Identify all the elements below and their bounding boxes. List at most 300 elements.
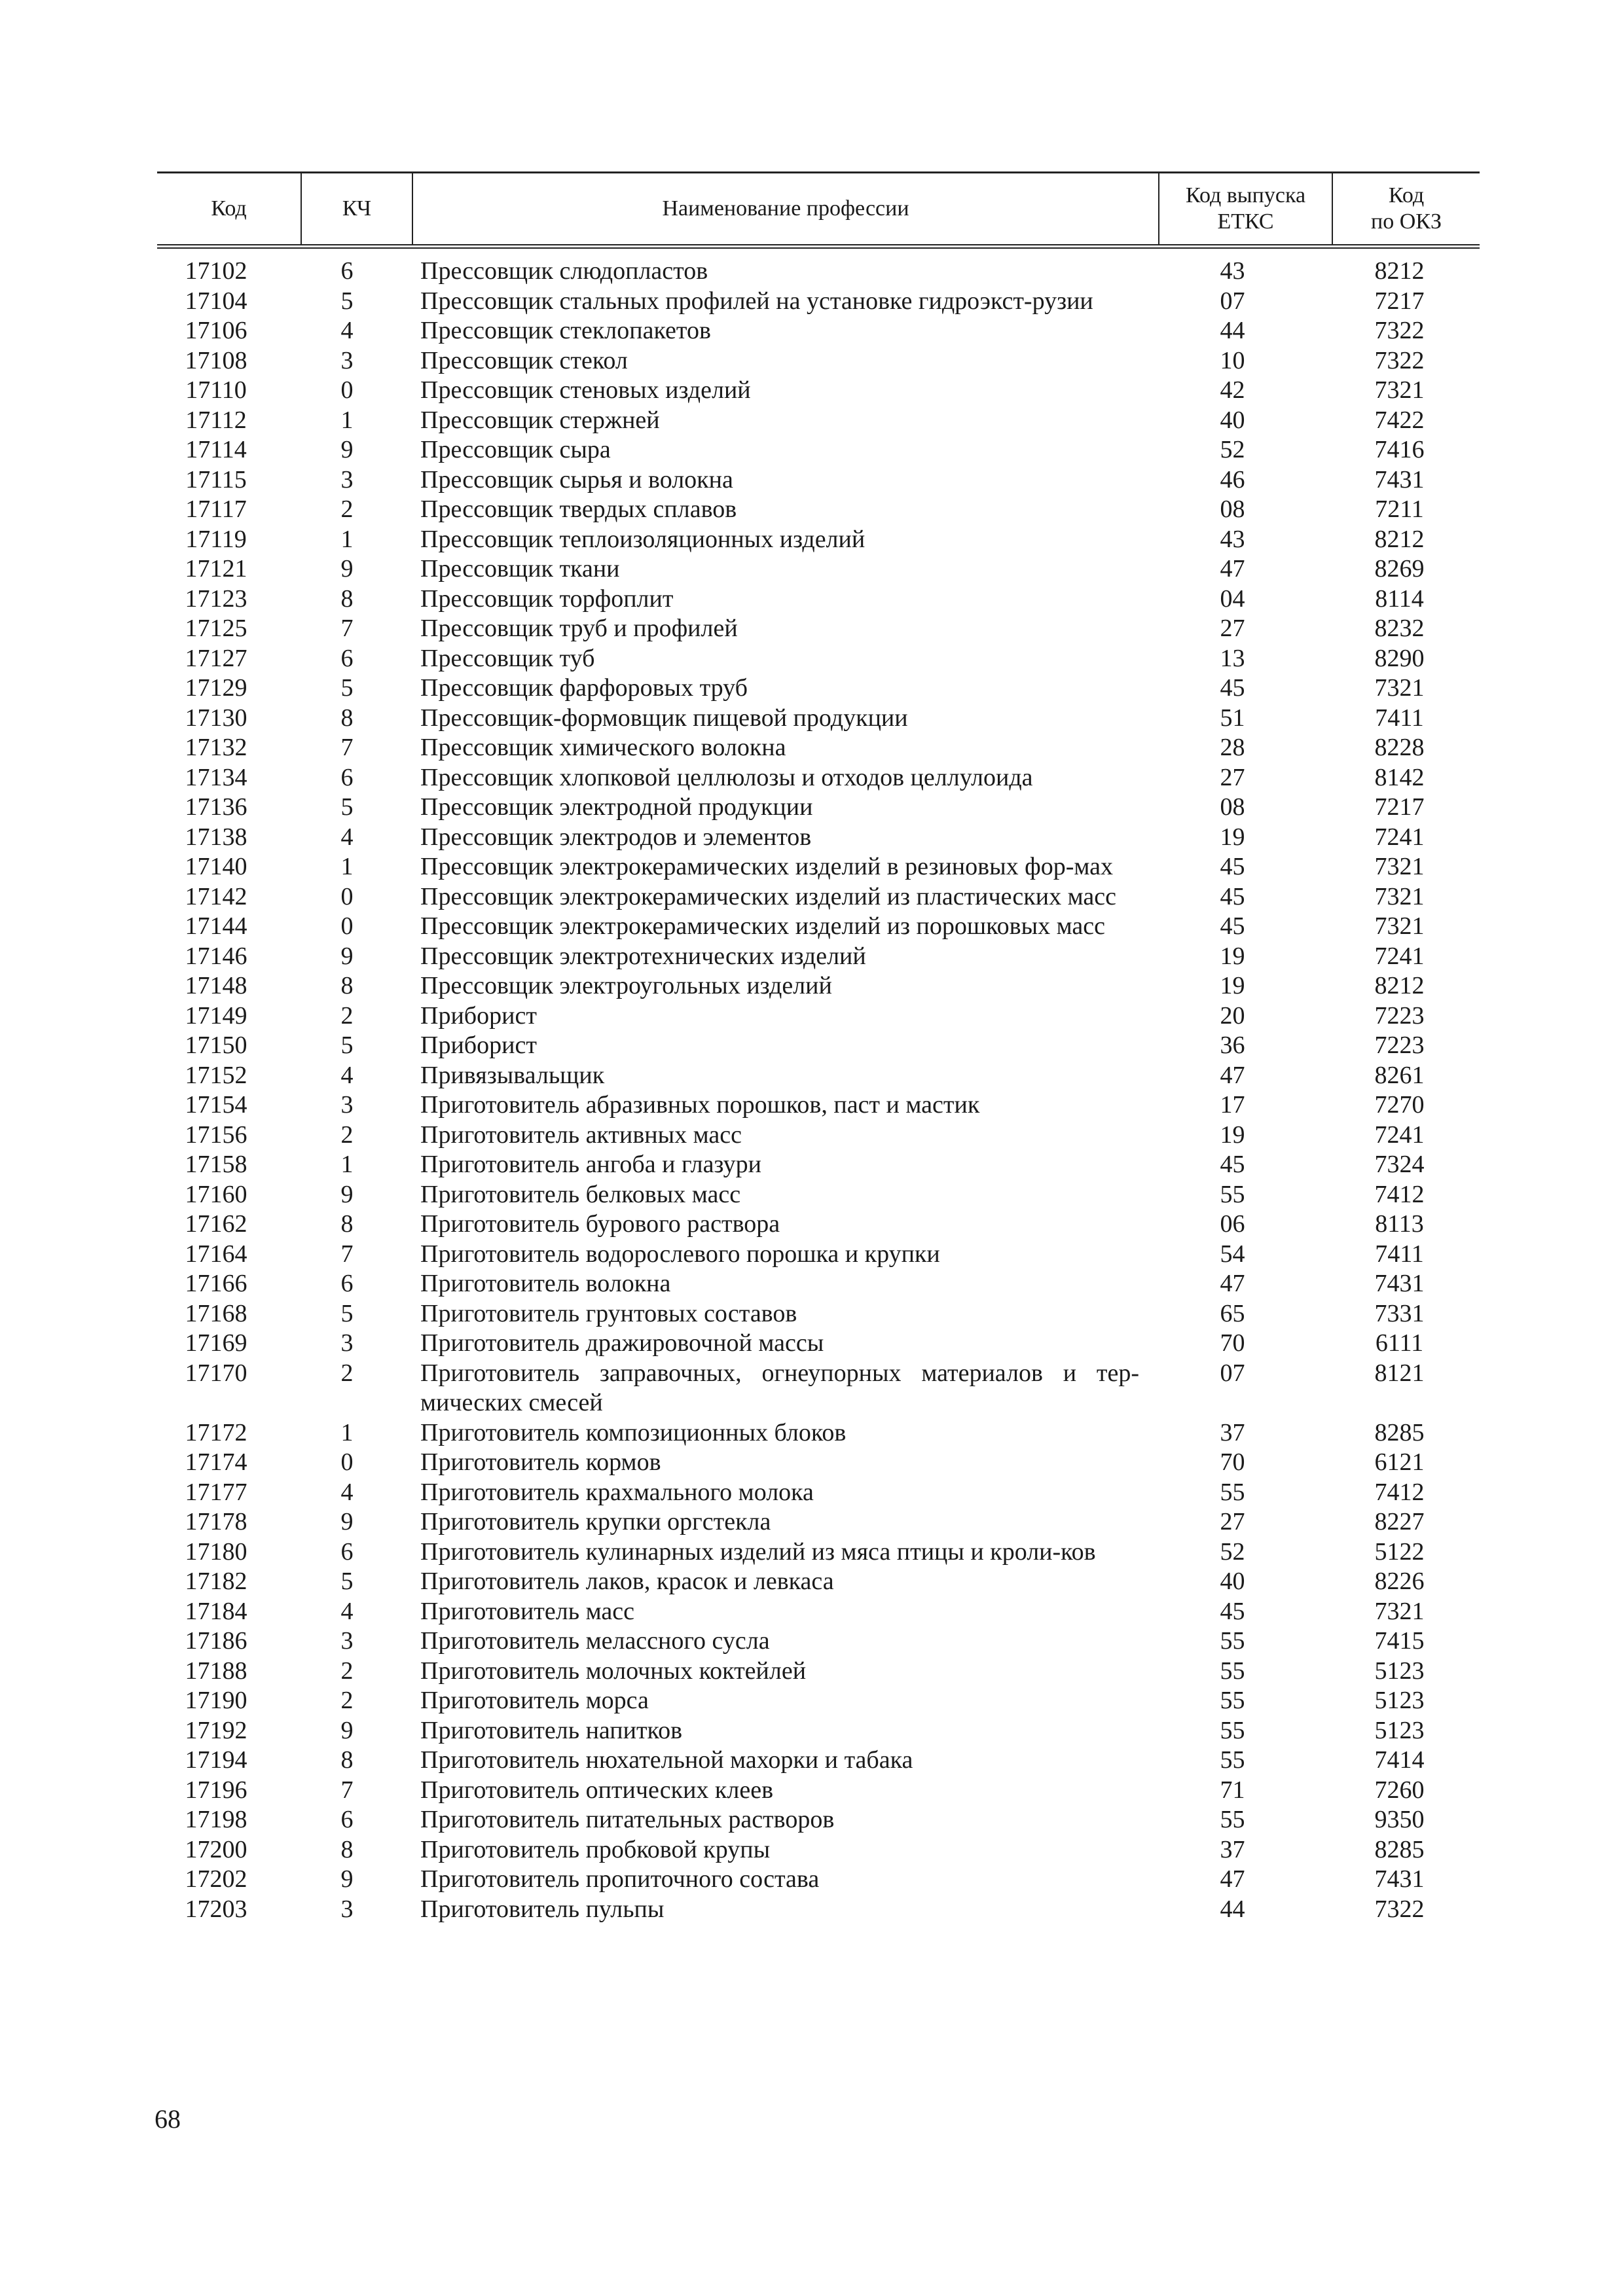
row-name: Приборист — [420, 1031, 537, 1059]
row-kch: 8 — [340, 1210, 354, 1238]
row-okz: 7322 — [1374, 1895, 1425, 1923]
row-kch: 6 — [340, 257, 354, 285]
table-row — [157, 247, 1480, 287]
row-okz: 8285 — [1374, 1418, 1425, 1446]
row-code: 17198 — [185, 1806, 247, 1833]
row-code: 17190 — [185, 1687, 247, 1714]
row-code: 17184 — [185, 1597, 247, 1625]
table-row — [157, 1716, 1480, 1746]
table-row — [157, 1746, 1480, 1776]
row-name: Прессовщик торфоплит — [420, 584, 674, 613]
row-kch: 9 — [340, 1508, 354, 1535]
row-code: 17119 — [185, 525, 247, 553]
table-row — [157, 346, 1480, 376]
table-header — [157, 173, 1480, 247]
row-kch: 3 — [340, 1091, 354, 1119]
row-etks: 08 — [1220, 495, 1245, 523]
table-row — [157, 1448, 1480, 1478]
row-okz: 8269 — [1374, 555, 1425, 583]
table-row — [157, 465, 1480, 495]
table-row — [157, 1537, 1480, 1568]
row-code: 17125 — [185, 615, 247, 642]
row-kch: 6 — [340, 1806, 354, 1833]
row-name: Приготовитель ангоба и глазури — [420, 1151, 761, 1178]
row-okz: 7322 — [1374, 346, 1425, 374]
row-okz: 7422 — [1374, 406, 1425, 434]
row-etks: 55 — [1220, 1687, 1245, 1714]
row-name: Приготовитель питательных растворов — [420, 1806, 835, 1833]
row-name: Прессовщик твердых сплавов — [420, 495, 737, 523]
row-code: 17138 — [185, 823, 247, 851]
row-etks: 10 — [1220, 346, 1245, 374]
row-code: 17172 — [185, 1418, 247, 1446]
row-code: 17162 — [185, 1210, 247, 1238]
row-name: Приготовитель бурового раствора — [420, 1210, 780, 1238]
table-row — [157, 1150, 1480, 1180]
row-code: 17130 — [185, 704, 247, 732]
row-code: 17108 — [185, 346, 247, 374]
row-okz: 7414 — [1374, 1746, 1425, 1774]
row-name: Прессовщик теплоизоляционных изделий — [420, 525, 866, 553]
row-kch: 7 — [340, 1240, 354, 1268]
row-name: Приготовитель белковых масс — [420, 1180, 741, 1208]
row-okz: 5123 — [1374, 1716, 1425, 1744]
row-kch: 1 — [340, 1151, 354, 1178]
row-etks: 45 — [1220, 882, 1245, 910]
row-name: Прессовщик электрокерамических изделий из порошковых масс — [420, 912, 1106, 940]
table-row — [157, 525, 1480, 555]
row-etks: 45 — [1220, 853, 1245, 880]
table-body — [157, 247, 1480, 1925]
row-etks: 51 — [1220, 704, 1245, 732]
row-etks: 47 — [1220, 1061, 1245, 1089]
row-kch: 3 — [340, 465, 354, 493]
row-code: 17169 — [185, 1329, 247, 1357]
row-kch: 2 — [340, 1687, 354, 1714]
row-okz: 7431 — [1374, 1270, 1425, 1297]
row-etks: 55 — [1220, 1180, 1245, 1208]
row-kch: 2 — [340, 495, 354, 523]
row-etks: 55 — [1220, 1746, 1245, 1774]
table-row — [157, 1478, 1480, 1508]
row-name: Прессовщик сырья и волокна — [420, 465, 733, 493]
row-kch: 7 — [340, 734, 354, 761]
row-okz: 7415 — [1374, 1627, 1425, 1655]
table-row — [157, 1061, 1480, 1091]
row-name: Прессовщик электродов и элементов — [420, 823, 812, 851]
row-etks: 43 — [1220, 257, 1245, 285]
table-row — [157, 1121, 1480, 1151]
table-row — [157, 1180, 1480, 1210]
row-okz: 7324 — [1374, 1151, 1425, 1178]
row-name: Приготовитель кормов — [420, 1448, 661, 1476]
table-row — [157, 614, 1480, 644]
row-kch: 8 — [340, 704, 354, 732]
row-etks: 70 — [1220, 1329, 1245, 1357]
header-okz-line1: Код — [1388, 183, 1425, 207]
row-okz: 8142 — [1374, 763, 1425, 791]
table-row — [157, 733, 1480, 763]
table-row — [157, 793, 1480, 823]
row-kch: 6 — [340, 1270, 354, 1297]
row-code: 17203 — [185, 1895, 247, 1923]
row-kch: 2 — [340, 1359, 354, 1387]
row-okz: 8121 — [1374, 1359, 1425, 1387]
row-kch: 2 — [340, 1121, 354, 1149]
row-okz: 5122 — [1374, 1537, 1425, 1566]
row-kch: 8 — [340, 972, 354, 999]
row-okz: 7411 — [1375, 1240, 1424, 1268]
row-etks: 17 — [1220, 1091, 1245, 1119]
row-etks: 65 — [1220, 1299, 1245, 1327]
row-name: Приготовитель напитков — [420, 1716, 683, 1744]
row-code: 17136 — [185, 793, 247, 821]
row-code: 17134 — [185, 763, 247, 791]
row-etks: 55 — [1220, 1806, 1245, 1833]
table-row — [157, 316, 1480, 346]
row-name: Приготовитель крахмального молока — [420, 1478, 814, 1506]
row-name: Прессовщик электрокерамических изделий из пластических масс — [420, 882, 1116, 910]
row-code: 17196 — [185, 1776, 247, 1804]
row-okz: 7412 — [1374, 1180, 1425, 1208]
row-etks: 37 — [1220, 1418, 1245, 1446]
table-row — [157, 704, 1480, 734]
row-name: Приготовитель дражировочной массы — [420, 1329, 824, 1357]
row-code: 17115 — [185, 465, 247, 493]
row-okz: 7211 — [1375, 495, 1424, 523]
row-etks: 70 — [1220, 1448, 1245, 1476]
row-kch: 1 — [340, 1418, 354, 1446]
row-okz: 7241 — [1374, 942, 1425, 970]
table-row — [157, 1269, 1480, 1299]
row-etks: 08 — [1220, 793, 1245, 821]
professions-table — [157, 171, 1480, 1924]
row-okz: 8261 — [1374, 1061, 1425, 1089]
row-etks: 36 — [1220, 1031, 1245, 1059]
row-code: 17188 — [185, 1657, 247, 1685]
table-row — [157, 1686, 1480, 1716]
row-etks: 13 — [1220, 644, 1245, 672]
row-etks: 37 — [1220, 1835, 1245, 1863]
row-name: Прессовщик электроугольных изделий — [420, 972, 832, 999]
row-code: 17106 — [185, 317, 247, 344]
row-okz: 7223 — [1374, 1031, 1425, 1059]
header-name: Наименование профессии — [412, 173, 1159, 247]
table-row — [157, 1835, 1480, 1865]
row-etks: 71 — [1220, 1776, 1245, 1804]
row-code: 17110 — [185, 376, 247, 404]
row-etks: 52 — [1220, 1537, 1245, 1566]
row-name: Прессовщик стекол — [420, 346, 628, 374]
row-kch: 3 — [340, 1895, 354, 1923]
table-row — [157, 971, 1480, 1001]
row-okz: 8290 — [1374, 644, 1425, 672]
row-code: 17142 — [185, 882, 247, 910]
row-okz: 5123 — [1374, 1657, 1425, 1685]
table-row — [157, 912, 1480, 942]
table-row — [157, 287, 1480, 317]
row-code: 17127 — [185, 644, 247, 672]
row-kch: 1 — [340, 525, 354, 553]
row-code: 17149 — [185, 1001, 247, 1030]
table-row — [157, 823, 1480, 853]
row-code: 17114 — [185, 436, 247, 463]
row-kch: 0 — [340, 882, 354, 910]
row-etks: 28 — [1220, 734, 1245, 761]
row-kch: 6 — [340, 1537, 354, 1566]
row-kch: 0 — [340, 1448, 354, 1476]
row-code: 17121 — [185, 555, 247, 583]
row-code: 17158 — [185, 1151, 247, 1178]
row-etks: 04 — [1220, 584, 1245, 613]
row-etks: 47 — [1220, 1270, 1245, 1297]
row-kch: 4 — [340, 1061, 354, 1089]
row-okz: 7241 — [1374, 1121, 1425, 1149]
row-kch: 9 — [340, 436, 354, 463]
row-okz: 8212 — [1374, 257, 1425, 285]
row-code: 17180 — [185, 1537, 247, 1566]
row-name: Приготовитель абразивных порошков, паст и мастик — [420, 1091, 980, 1119]
row-code: 17160 — [185, 1180, 247, 1208]
row-name: Прессовщик электрокерамических изделий в резиновых фор-мах — [420, 853, 1114, 880]
row-kch: 5 — [340, 1568, 354, 1595]
row-name: Привязывальщик — [420, 1061, 605, 1089]
row-code: 17170 — [185, 1359, 247, 1387]
row-code: 17150 — [185, 1031, 247, 1059]
row-name: Приготовитель масс — [420, 1597, 634, 1625]
row-kch: 3 — [340, 1329, 354, 1357]
row-etks: 19 — [1220, 972, 1245, 999]
row-etks: 27 — [1220, 615, 1245, 642]
row-okz: 7412 — [1374, 1478, 1425, 1506]
row-code: 17132 — [185, 734, 247, 761]
row-etks: 45 — [1220, 1151, 1245, 1178]
table-row — [157, 852, 1480, 882]
row-kch: 3 — [340, 1627, 354, 1655]
row-name: Прессовщик электротехнических изделий — [420, 942, 866, 970]
row-code: 17194 — [185, 1746, 247, 1774]
row-kch: 1 — [340, 853, 354, 880]
row-kch: 8 — [340, 1746, 354, 1774]
row-etks: 45 — [1220, 1597, 1245, 1625]
row-okz: 6111 — [1375, 1329, 1424, 1357]
row-okz: 8113 — [1375, 1210, 1424, 1238]
row-code: 17202 — [185, 1865, 247, 1893]
header-etks — [1159, 173, 1332, 247]
row-code: 17186 — [185, 1627, 247, 1655]
row-code: 17154 — [185, 1091, 247, 1119]
table-row — [157, 1031, 1480, 1061]
row-code: 17144 — [185, 912, 247, 940]
header-etks-line1: Код выпуска — [1185, 183, 1306, 207]
row-etks: 52 — [1220, 436, 1245, 463]
row-kch: 5 — [340, 1031, 354, 1059]
row-okz: 7223 — [1374, 1001, 1425, 1030]
row-name: Прессовщик сыра — [420, 436, 611, 463]
table-row — [157, 1657, 1480, 1687]
row-kch: 9 — [340, 555, 354, 583]
row-kch: 2 — [340, 1001, 354, 1030]
row-okz: 8232 — [1374, 615, 1425, 642]
row-code: 17164 — [185, 1240, 247, 1268]
row-okz: 7411 — [1375, 704, 1424, 732]
row-kch: 7 — [340, 1776, 354, 1804]
row-name: Приготовитель пульпы — [420, 1895, 665, 1923]
header-kch: КЧ — [301, 173, 412, 247]
row-okz: 7431 — [1374, 465, 1425, 493]
row-name: Приготовитель заправочных, огнеупорных материалов и тер-мических смесей — [420, 1359, 1139, 1416]
row-code: 17152 — [185, 1061, 247, 1089]
row-okz: 7260 — [1374, 1776, 1425, 1804]
row-code: 17140 — [185, 853, 247, 880]
row-name: Приготовитель оптических клеев — [420, 1776, 774, 1804]
table-row — [157, 644, 1480, 674]
row-etks: 43 — [1220, 525, 1245, 553]
row-name: Приготовитель мелассного сусла — [420, 1627, 770, 1655]
table-row — [157, 554, 1480, 584]
row-okz: 8212 — [1374, 972, 1425, 999]
row-code: 17178 — [185, 1508, 247, 1535]
row-code: 17166 — [185, 1270, 247, 1297]
row-etks: 46 — [1220, 465, 1245, 493]
row-okz: 7321 — [1374, 1597, 1425, 1625]
row-name: Прессовщик-формовщик пищевой продукции — [420, 704, 908, 732]
row-name: Приготовитель кулинарных изделий из мяса птицы и кроли-ков — [420, 1537, 1096, 1566]
table-row — [157, 1240, 1480, 1270]
row-etks: 27 — [1220, 1508, 1245, 1535]
row-kch: 4 — [340, 823, 354, 851]
row-kch: 9 — [340, 942, 354, 970]
row-name: Прессовщик хлопковой целлюлозы и отходов целлулоида — [420, 763, 1033, 791]
row-name: Приготовитель водорослевого порошка и крупки — [420, 1240, 940, 1268]
row-code: 17156 — [185, 1121, 247, 1149]
table-row — [157, 376, 1480, 406]
row-etks: 54 — [1220, 1240, 1245, 1268]
header-etks-line2: ЕТКС — [1217, 209, 1274, 234]
row-etks: 44 — [1220, 317, 1245, 344]
row-code: 17102 — [185, 257, 247, 285]
table-row — [157, 584, 1480, 615]
row-kch: 1 — [340, 406, 354, 434]
row-name: Приготовитель грунтовых составов — [420, 1299, 797, 1327]
professions-table-container — [157, 171, 1480, 1924]
row-name: Приборист — [420, 1001, 537, 1030]
row-okz: 7416 — [1374, 436, 1425, 463]
table-row — [157, 1090, 1480, 1121]
table-row — [157, 1865, 1480, 1895]
row-kch: 3 — [340, 346, 354, 374]
row-okz: 7217 — [1374, 793, 1425, 821]
row-etks: 55 — [1220, 1478, 1245, 1506]
table-row — [157, 406, 1480, 436]
row-okz: 7270 — [1374, 1091, 1425, 1119]
row-okz: 9350 — [1374, 1806, 1425, 1833]
row-kch: 5 — [340, 674, 354, 702]
row-okz: 7241 — [1374, 823, 1425, 851]
row-okz: 7331 — [1374, 1299, 1425, 1327]
row-kch: 0 — [340, 912, 354, 940]
header-code: Код — [157, 173, 301, 247]
table-row — [157, 1001, 1480, 1031]
row-okz: 8228 — [1374, 734, 1425, 761]
row-okz: 8285 — [1374, 1835, 1425, 1863]
row-code: 17104 — [185, 287, 247, 315]
row-kch: 6 — [340, 644, 354, 672]
row-etks: 42 — [1220, 376, 1245, 404]
row-name: Прессовщик туб — [420, 644, 595, 672]
row-okz: 7321 — [1374, 882, 1425, 910]
row-etks: 19 — [1220, 942, 1245, 970]
row-code: 17192 — [185, 1716, 247, 1744]
row-name: Прессовщик стеклопакетов — [420, 317, 711, 344]
table-row — [157, 673, 1480, 704]
header-okz-line2: по ОКЗ — [1371, 209, 1442, 234]
row-code: 17129 — [185, 674, 247, 702]
row-kch: 6 — [340, 763, 354, 791]
row-etks: 45 — [1220, 674, 1245, 702]
row-kch: 5 — [340, 793, 354, 821]
row-kch: 9 — [340, 1865, 354, 1893]
row-code: 17182 — [185, 1568, 247, 1595]
row-etks: 47 — [1220, 1865, 1245, 1893]
row-code: 17174 — [185, 1448, 247, 1476]
row-name: Прессовщик фарфоровых труб — [420, 674, 748, 702]
row-etks: 55 — [1220, 1627, 1245, 1655]
row-etks: 44 — [1220, 1895, 1245, 1923]
row-kch: 9 — [340, 1180, 354, 1208]
row-name: Приготовитель крупки оргстекла — [420, 1508, 771, 1535]
row-etks: 40 — [1220, 406, 1245, 434]
row-name: Приготовитель лаков, красок и левкаса — [420, 1568, 834, 1595]
table-row — [157, 1776, 1480, 1806]
row-name: Приготовитель нюхательной махорки и табака — [420, 1746, 913, 1774]
row-name: Приготовитель активных масс — [420, 1121, 742, 1149]
row-name: Прессовщик электродной продукции — [420, 793, 813, 821]
row-etks: 20 — [1220, 1001, 1245, 1030]
row-kch: 0 — [340, 376, 354, 404]
row-name: Прессовщик стеновых изделий — [420, 376, 751, 404]
row-etks: 47 — [1220, 555, 1245, 583]
table-row — [157, 1299, 1480, 1329]
row-name: Приготовитель пропиточного состава — [420, 1865, 820, 1893]
row-kch: 8 — [340, 584, 354, 613]
row-name: Прессовщик стержней — [420, 406, 660, 434]
row-code: 17177 — [185, 1478, 247, 1506]
row-name: Приготовитель морса — [420, 1687, 649, 1714]
row-code: 17146 — [185, 942, 247, 970]
row-code: 17148 — [185, 972, 247, 999]
table-row — [157, 763, 1480, 793]
row-okz: 7321 — [1374, 376, 1425, 404]
row-okz: 7321 — [1374, 674, 1425, 702]
row-okz: 8226 — [1374, 1568, 1425, 1595]
row-kch: 2 — [340, 1657, 354, 1685]
row-name: Приготовитель молочных коктейлей — [420, 1657, 807, 1685]
row-okz: 7321 — [1374, 853, 1425, 880]
table-row — [157, 1805, 1480, 1835]
row-etks: 45 — [1220, 912, 1245, 940]
row-name: Приготовитель пробковой крупы — [420, 1835, 771, 1863]
row-okz: 8227 — [1374, 1508, 1425, 1535]
table-row — [157, 1210, 1480, 1240]
row-etks: 06 — [1220, 1210, 1245, 1238]
row-etks: 27 — [1220, 763, 1245, 791]
row-code: 17117 — [185, 495, 247, 523]
row-okz: 7321 — [1374, 912, 1425, 940]
row-etks: 55 — [1220, 1657, 1245, 1685]
table-row — [157, 942, 1480, 972]
row-okz: 6121 — [1374, 1448, 1425, 1476]
